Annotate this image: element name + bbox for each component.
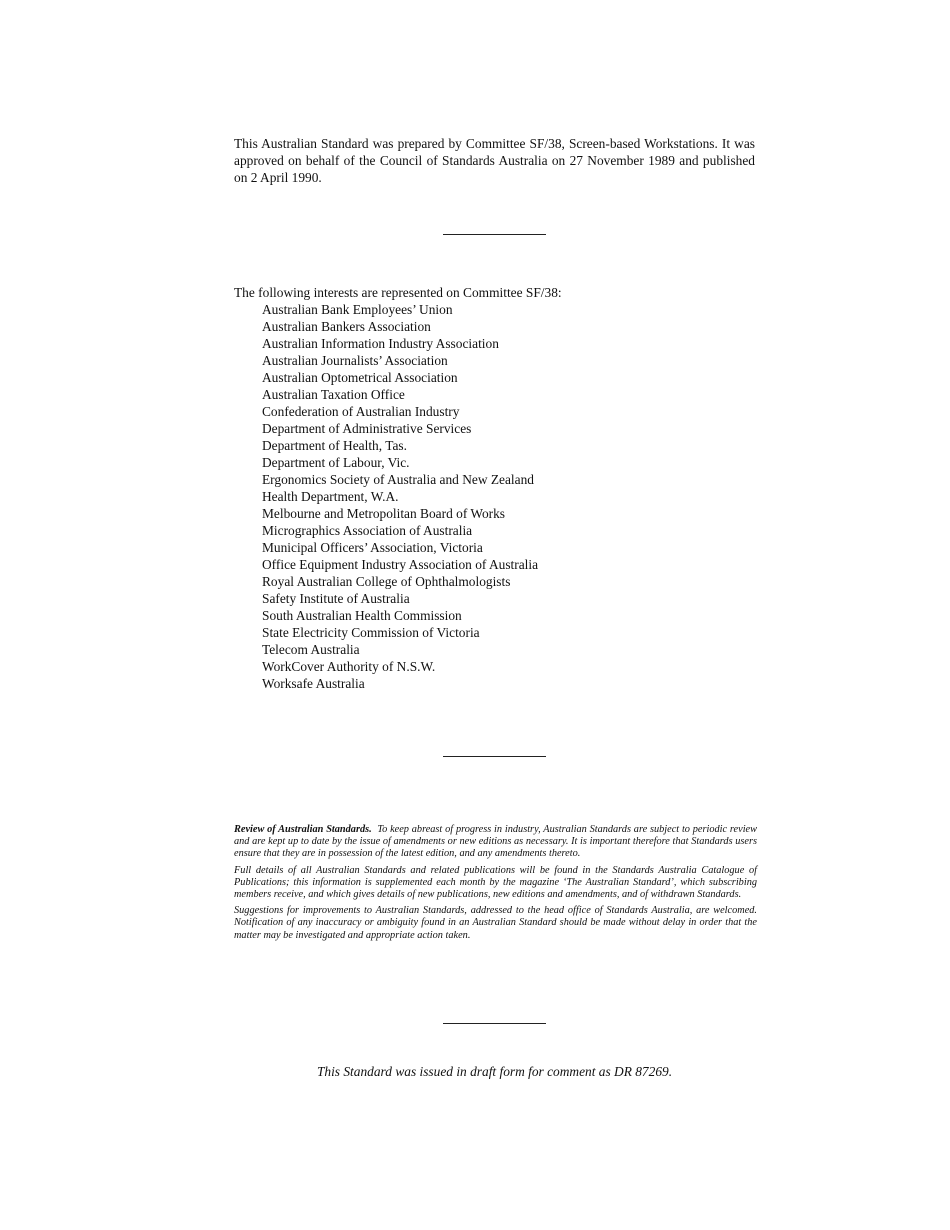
list-item: Australian Journalists’ Association: [262, 353, 448, 368]
review-text-1: To keep abreast of progress in industry, Australian Standards are subject to periodic review and are kept up to date by the issue of amendments or new editions as necessary. It is important therefore that Standards users ensure that they are in possession of the latest edition, and any amendments thereto.: [234, 824, 757, 860]
preparation-statement: This Australian Standard was prepared by Committee SF/38, Screen-based Workstations. It was approved on behalf of the Council of Standards Australia on 27 November 1989 and published on 2 April 1990.: [234, 136, 755, 185]
list-item: Ergonomics Society of Australia and New Zealand: [262, 472, 534, 487]
list-item: Melbourne and Metropolitan Board of Works: [262, 506, 506, 521]
list-item: Municipal Officers’ Association, Victoria: [262, 540, 483, 555]
section-divider: [443, 756, 546, 757]
review-paragraph-1: [234, 824, 757, 861]
list-item: Confederation of Australian Industry: [262, 404, 460, 419]
list-item: Telecom Australia: [262, 642, 360, 657]
interests-heading: The following interests are represented on Committee SF/38:: [234, 285, 562, 300]
section-divider: [443, 1023, 546, 1024]
list-item: Safety Institute of Australia: [262, 591, 410, 606]
list-item: Worksafe Australia: [262, 676, 365, 691]
list-item: Department of Labour, Vic.: [262, 455, 410, 470]
list-item: Australian Information Industry Association: [262, 336, 499, 351]
review-paragraph-3: Suggestions for improvements to Australian Standards, addressed to the head office of Standards Australia, are welcomed. Notification of any inaccuracy or ambiguity found in an Australian Standard should be made without delay in order that the matter may be investigated and appropriate action taken.: [234, 905, 757, 941]
list-item: Department of Administrative Services: [262, 421, 472, 436]
review-paragraph-2: Full details of all Australian Standards and related publications will be found in the Standards Australia Catalogue of Publications; this information is supplemented each month by the magazine ‘The Australian Standard’, which subscribing members receive, and which gives details of new publications, new editions and amendments, and of withdrawn Standards.: [234, 864, 757, 901]
review-notice: [234, 824, 757, 946]
committee-interests: [234, 284, 755, 692]
list-item: Royal Australian College of Ophthalmologists: [262, 574, 511, 589]
list-item: Australian Bankers Association: [262, 319, 431, 334]
list-item: Health Department, W.A.: [262, 489, 399, 504]
review-lead: Review of Australian Standards.: [234, 824, 372, 835]
list-item: South Australian Health Commission: [262, 608, 462, 623]
list-item: Department of Health, Tas.: [262, 438, 407, 453]
list-item: WorkCover Authority of N.S.W.: [262, 659, 436, 674]
list-item: Australian Optometrical Association: [262, 370, 458, 385]
list-item: Australian Bank Employees’ Union: [262, 302, 453, 317]
list-item: Micrographics Association of Australia: [262, 523, 473, 538]
list-item: Australian Taxation Office: [262, 387, 405, 402]
section-divider: [443, 234, 546, 235]
interests-list: [234, 301, 755, 692]
draft-note: This Standard was issued in draft form for comment as DR 87269.: [316, 1064, 673, 1079]
list-item: State Electricity Commission of Victoria: [262, 625, 480, 640]
list-item: Office Equipment Industry Association of Australia: [262, 557, 539, 572]
